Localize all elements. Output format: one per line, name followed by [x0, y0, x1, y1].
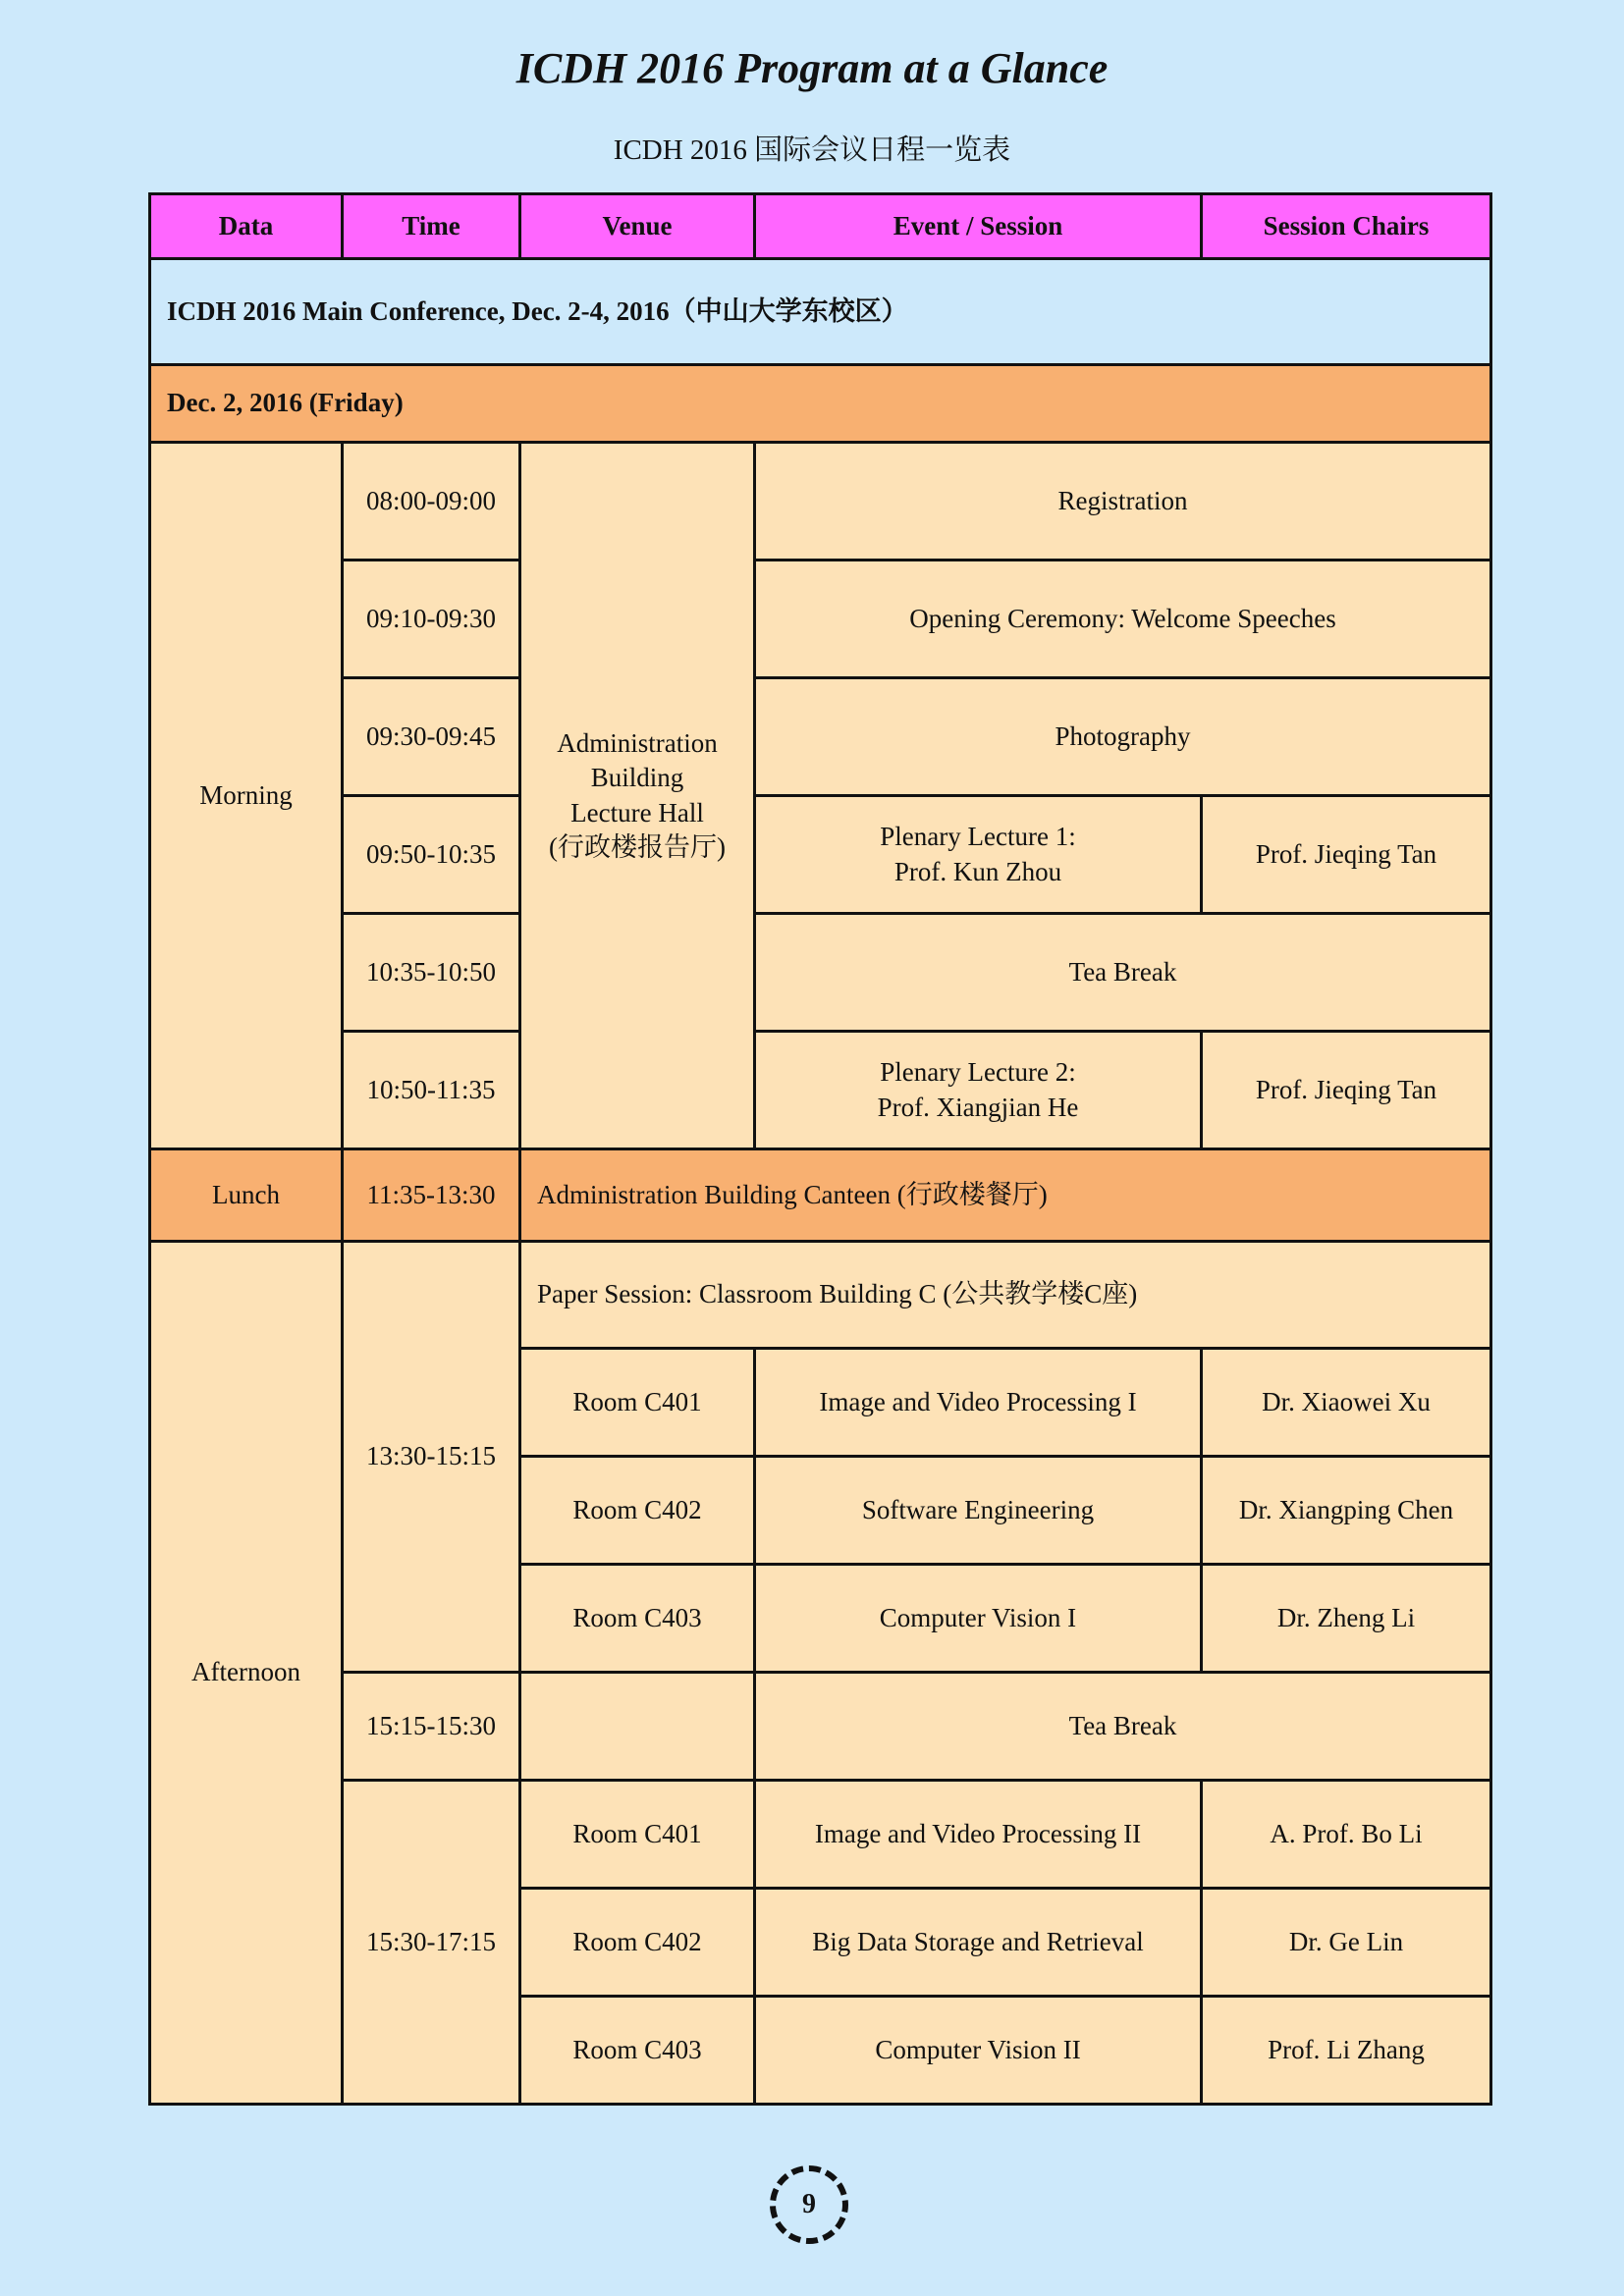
table-row — [150, 443, 1491, 561]
conference-title: ICDH 2016 Main Conference, Dec. 2-4, 2016（中山大学东校区） — [150, 259, 1491, 365]
event-cell: Tea Break — [755, 914, 1491, 1032]
time-cell: 15:30-17:15 — [343, 1781, 520, 2105]
afternoon-label: Afternoon — [150, 1242, 343, 2105]
room-cell: Room C402 — [520, 1457, 755, 1565]
lunch-label: Lunch — [150, 1149, 343, 1242]
day-row — [150, 365, 1491, 443]
event-cell: Photography — [755, 678, 1491, 796]
program-table — [148, 192, 1492, 2106]
chair-cell: Prof. Jieqing Tan — [1202, 796, 1491, 914]
table-row — [150, 1781, 1491, 1889]
lunch-venue: Administration Building Canteen (行政楼餐厅) — [520, 1149, 1491, 1242]
time-cell: 08:00-09:00 — [343, 443, 520, 561]
page-subtitle: ICDH 2016 国际会议日程一览表 — [613, 134, 1011, 166]
chair-cell: Dr. Xiangping Chen — [1202, 1457, 1491, 1565]
header-chairs: Session Chairs — [1202, 194, 1491, 259]
header-data: Data — [150, 194, 343, 259]
time-cell: 09:30-09:45 — [343, 678, 520, 796]
room-cell: Room C402 — [520, 1889, 755, 1997]
room-cell: Room C403 — [520, 1565, 755, 1673]
venue-line: (行政楼报告厅) — [549, 831, 726, 862]
empty-venue-cell — [520, 1673, 755, 1781]
table-row — [150, 678, 1491, 796]
session-cell: Computer Vision II — [755, 1997, 1202, 2105]
chair-cell: Dr. Zheng Li — [1202, 1565, 1491, 1673]
chair-cell: Prof. Jieqing Tan — [1202, 1032, 1491, 1149]
venue-line: Building — [590, 763, 684, 793]
event-cell — [755, 796, 1202, 914]
session-cell: Big Data Storage and Retrieval — [755, 1889, 1202, 1997]
day-heading: Dec. 2, 2016 (Friday) — [150, 365, 1491, 443]
header-time: Time — [343, 194, 520, 259]
event-cell — [755, 1032, 1202, 1149]
room-cell: Room C401 — [520, 1349, 755, 1457]
conference-row — [150, 259, 1491, 365]
time-cell: 09:50-10:35 — [343, 796, 520, 914]
chair-cell: Dr. Xiaowei Xu — [1202, 1349, 1491, 1457]
session-cell: Computer Vision I — [755, 1565, 1202, 1673]
session-cell: Software Engineering — [755, 1457, 1202, 1565]
event-line: Prof. Xiangjian He — [877, 1092, 1079, 1122]
header-event: Event / Session — [755, 194, 1202, 259]
event-line: Plenary Lecture 1: — [880, 822, 1076, 852]
header-venue: Venue — [520, 194, 755, 259]
session-cell: Image and Video Processing I — [755, 1349, 1202, 1457]
time-cell: 09:10-09:30 — [343, 561, 520, 678]
time-cell: 15:15-15:30 — [343, 1673, 520, 1781]
chair-cell: Dr. Ge Lin — [1202, 1889, 1491, 1997]
page-title: ICDH 2016 Program at a Glance — [515, 44, 1109, 92]
room-cell: Room C403 — [520, 1997, 755, 2105]
table-row — [150, 1242, 1491, 1349]
time-cell: 10:35-10:50 — [343, 914, 520, 1032]
time-cell: 11:35-13:30 — [343, 1149, 520, 1242]
page-number: 9 — [770, 2165, 848, 2244]
session-cell: Image and Video Processing II — [755, 1781, 1202, 1889]
table-row — [150, 1673, 1491, 1781]
table-row — [150, 914, 1491, 1032]
time-cell: 13:30-15:15 — [343, 1242, 520, 1673]
paper-session-title: Paper Session: Classroom Building C (公共教学楼C座) — [520, 1242, 1491, 1349]
room-cell: Room C401 — [520, 1781, 755, 1889]
lunch-row — [150, 1149, 1491, 1242]
table-row — [150, 1032, 1491, 1149]
morning-venue — [520, 443, 755, 1149]
venue-line: Administration — [557, 728, 718, 759]
time-cell: 10:50-11:35 — [343, 1032, 520, 1149]
chair-cell: A. Prof. Bo Li — [1202, 1781, 1491, 1889]
chair-cell: Prof. Li Zhang — [1202, 1997, 1491, 2105]
venue-line: Lecture Hall — [570, 797, 704, 828]
event-cell: Tea Break — [755, 1673, 1491, 1781]
event-line: Plenary Lecture 2: — [880, 1057, 1076, 1088]
morning-label: Morning — [150, 443, 343, 1149]
event-cell: Opening Ceremony: Welcome Speeches — [755, 561, 1491, 678]
event-cell: Registration — [755, 443, 1491, 561]
table-row — [150, 561, 1491, 678]
event-line: Prof. Kun Zhou — [893, 856, 1062, 886]
table-header-row — [150, 194, 1491, 259]
table-row — [150, 796, 1491, 914]
